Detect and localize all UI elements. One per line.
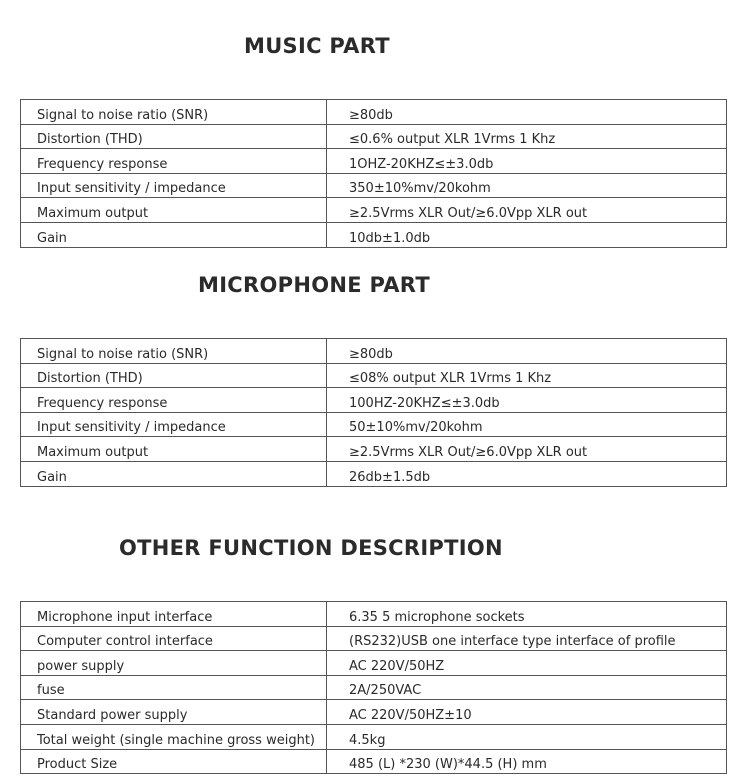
spec-label: Standard power supply [21,700,327,725]
table-row [21,461,727,486]
table-row [21,173,727,198]
spec-value: 485 (L) *230 (W)*44.5 (H) mm [327,749,727,774]
spec-value: ≥80db [327,100,727,125]
spec-label: Maximum output [21,198,327,223]
table-row [21,437,727,462]
spec-label: Total weight (single machine gross weight) [21,724,327,749]
spec-label: Frequency response [21,149,327,174]
table-row [21,124,727,149]
table-row [21,602,727,627]
table-row [21,412,727,437]
microphone-part-heading: MICROPHONE PART [198,273,430,297]
spec-label: Distortion (THD) [21,363,327,388]
spec-value: 6.35 5 microphone sockets [327,602,727,627]
microphone-spec-table [20,338,727,487]
spec-label: Gain [21,461,327,486]
table-row [21,339,727,364]
spec-value: 50±10%mv/20kohm [327,412,727,437]
spec-value: 1OHZ-20KHZ≤±3.0db [327,149,727,174]
spec-label: fuse [21,675,327,700]
table-row [21,198,727,223]
other-function-heading: OTHER FUNCTION DESCRIPTION [119,536,503,560]
spec-label: Gain [21,222,327,247]
spec-value: 10db±1.0db [327,222,727,247]
table-row [21,100,727,125]
table-row [21,626,727,651]
music-spec-table [20,99,727,248]
spec-value: 26db±1.5db [327,461,727,486]
spec-label: Product Size [21,749,327,774]
spec-label: Signal to noise ratio (SNR) [21,100,327,125]
spec-label: power supply [21,651,327,676]
music-part-heading: MUSIC PART [244,34,390,58]
spec-value: ≥2.5Vrms XLR Out/≥6.0Vpp XLR out [327,437,727,462]
spec-label: Frequency response [21,388,327,413]
spec-value: ≥2.5Vrms XLR Out/≥6.0Vpp XLR out [327,198,727,223]
spec-value: 100HZ-20KHZ≤±3.0db [327,388,727,413]
spec-value: AC 220V/50HZ [327,651,727,676]
spec-value: 4.5kg [327,724,727,749]
spec-label: Input sensitivity / impedance [21,412,327,437]
spec-value: ≤08% output XLR 1Vrms 1 Khz [327,363,727,388]
table-row [21,651,727,676]
spec-label: Computer control interface [21,626,327,651]
table-row [21,149,727,174]
spec-value: 2A/250VAC [327,675,727,700]
table-row [21,222,727,247]
spec-value: ≥80db [327,339,727,364]
spec-label: Maximum output [21,437,327,462]
spec-label: Distortion (THD) [21,124,327,149]
table-row [21,724,727,749]
spec-label: Input sensitivity / impedance [21,173,327,198]
table-row [21,749,727,774]
spec-label: Signal to noise ratio (SNR) [21,339,327,364]
table-row [21,700,727,725]
table-row [21,675,727,700]
spec-value: (RS232)USB one interface type interface of profile [327,626,727,651]
other-function-table [20,601,727,774]
table-row [21,388,727,413]
spec-value: ≤0.6% output XLR 1Vrms 1 Khz [327,124,727,149]
spec-value: 350±10%mv/20kohm [327,173,727,198]
table-row [21,363,727,388]
spec-value: AC 220V/50HZ±10 [327,700,727,725]
spec-label: Microphone input interface [21,602,327,627]
